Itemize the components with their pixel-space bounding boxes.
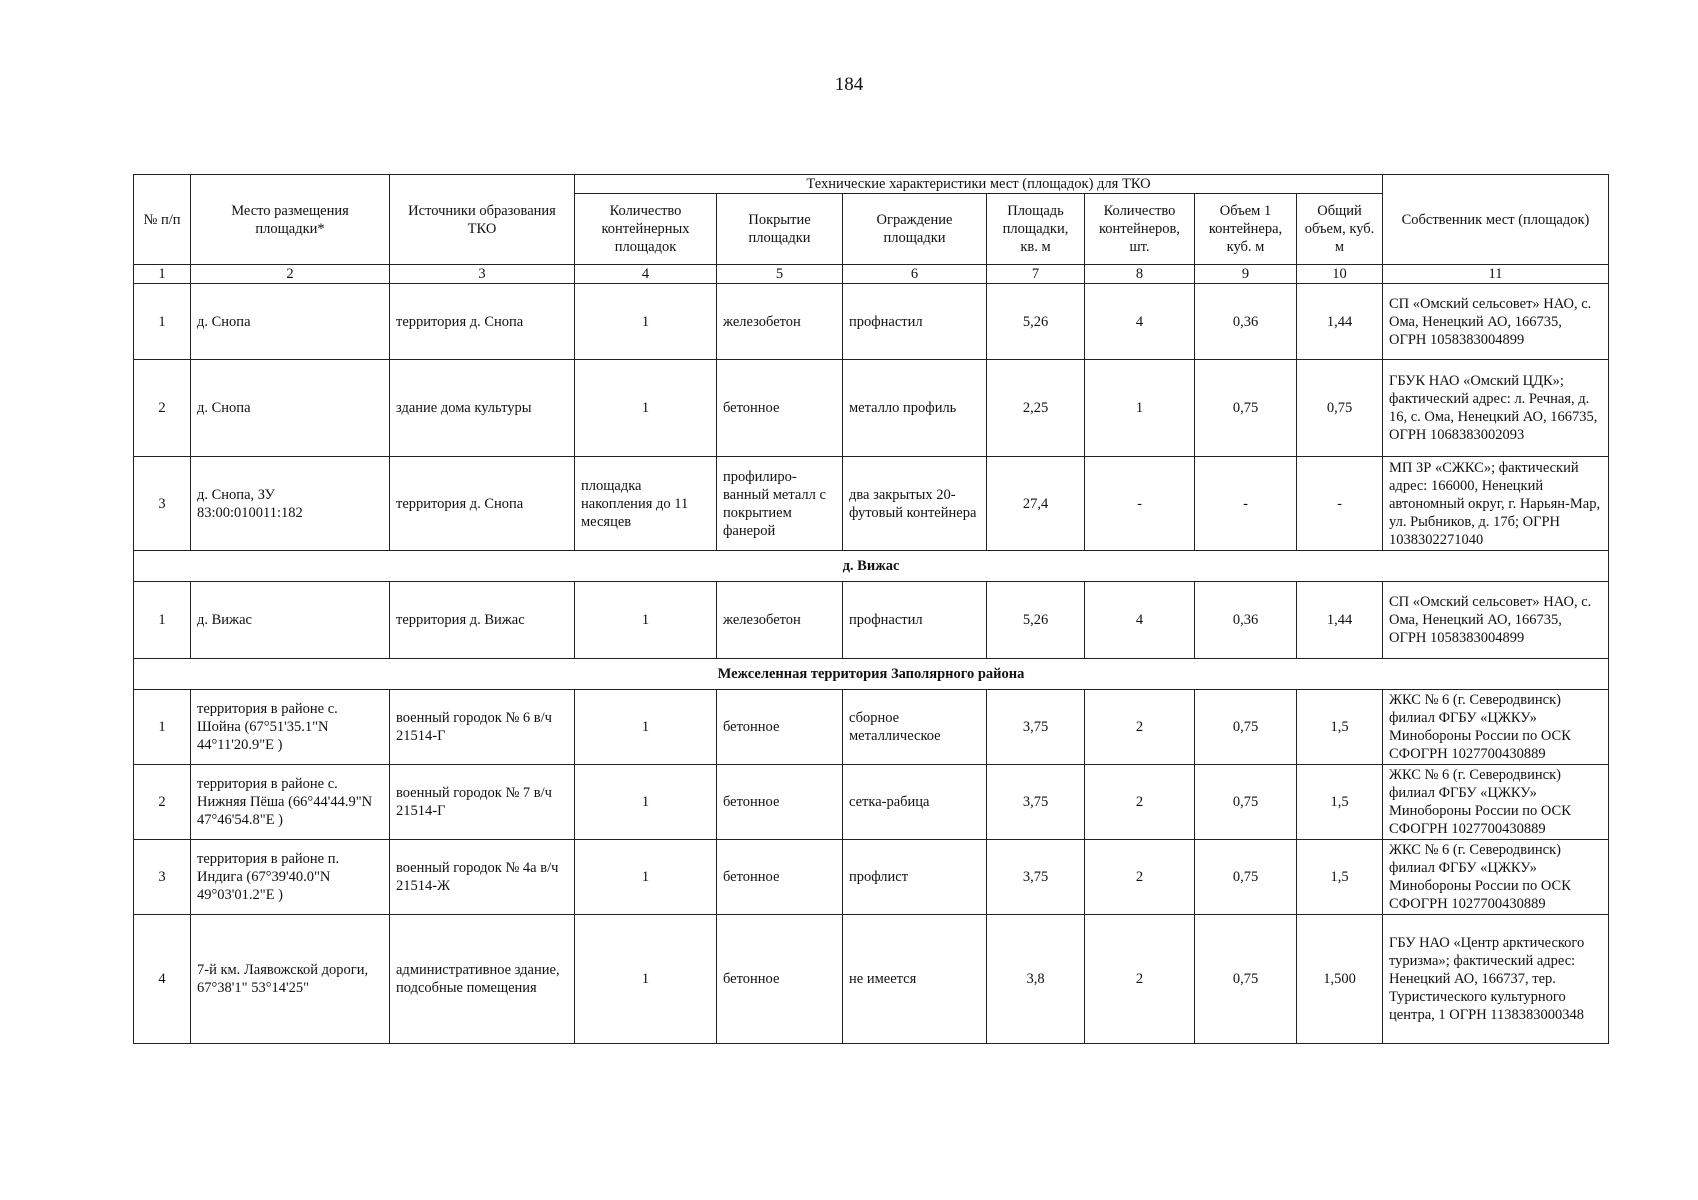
sites-cell: 1 (575, 284, 717, 360)
cover-cell: бетонное (717, 360, 843, 457)
row-number: 1 (134, 582, 191, 659)
containers-cell: 4 (1085, 582, 1195, 659)
waste-sites-table (133, 174, 1609, 1044)
area-cell: 3,75 (987, 765, 1085, 840)
total-volume-cell: 1,5 (1297, 765, 1383, 840)
volume-cell: 0,75 (1195, 765, 1297, 840)
page-number: 184 (834, 74, 864, 95)
volume-cell: 0,75 (1195, 690, 1297, 765)
header-area: Площадь площадки, кв. м (987, 194, 1085, 265)
total-volume-cell: 1,500 (1297, 915, 1383, 1044)
total-volume-cell: 1,5 (1297, 690, 1383, 765)
place-cell: территория в районе с. Шойна (67°51'35.1"N 44°11'20.9"E ) (191, 690, 390, 765)
place-cell: территория в районе с. Нижняя Пёша (66°44'44.9"N 47°46'54.8"E ) (191, 765, 390, 840)
volume-cell: 0,36 (1195, 284, 1297, 360)
column-number: 4 (575, 265, 717, 284)
row-number: 3 (134, 840, 191, 915)
section-title: д. Вижас (134, 551, 1609, 582)
table-row (134, 840, 1609, 915)
area-cell: 3,8 (987, 915, 1085, 1044)
owner-cell: ЖКС № 6 (г. Северодвинск) филиал ФГБУ «ЦЖКУ» Минобороны России по ОСК СФОГРН 1027700430889 (1383, 690, 1609, 765)
table-row (134, 284, 1609, 360)
area-cell: 2,25 (987, 360, 1085, 457)
column-number: 8 (1085, 265, 1195, 284)
owner-cell: МП ЗР «СЖКС»; фактический адрес: 166000, Ненецкий автономный округ, г. Нарьян-Мар, ул. Рыбников, д. 17б; ОГРН 1038302271040 (1383, 457, 1609, 551)
row-number: 1 (134, 284, 191, 360)
fence-cell: сборное металлическое (843, 690, 987, 765)
column-number: 6 (843, 265, 987, 284)
volume-cell: 0,75 (1195, 840, 1297, 915)
sources-cell: территория д. Снопа (390, 284, 575, 360)
row-number: 2 (134, 765, 191, 840)
sources-cell: военный городок № 7 в/ч 21514-Г (390, 765, 575, 840)
header-sites: Количество контейнерных площадок (575, 194, 717, 265)
fence-cell: два закрытых 20-футовый контейнера (843, 457, 987, 551)
owner-cell: СП «Омский сельсовет» НАО, с. Ома, Ненецкий АО, 166735, ОГРН 1058383004899 (1383, 284, 1609, 360)
header-fence: Ограждение площадки (843, 194, 987, 265)
place-cell: д. Снопа (191, 360, 390, 457)
table-row (134, 582, 1609, 659)
section-row (134, 659, 1609, 690)
column-number: 5 (717, 265, 843, 284)
column-number: 10 (1297, 265, 1383, 284)
fence-cell: профнастил (843, 582, 987, 659)
column-number: 11 (1383, 265, 1609, 284)
column-numbers-row (134, 265, 1609, 284)
area-cell: 27,4 (987, 457, 1085, 551)
owner-cell: ГБУ НАО «Центр арктического туризма»; фактический адрес: Ненецкий АО, 166737, тер. Туристического культурного центра, 1 ОГРН 1138383000348 (1383, 915, 1609, 1044)
containers-cell: 2 (1085, 690, 1195, 765)
column-number: 9 (1195, 265, 1297, 284)
column-number: 1 (134, 265, 191, 284)
cover-cell: бетонное (717, 690, 843, 765)
column-number: 3 (390, 265, 575, 284)
sources-cell: территория д. Вижас (390, 582, 575, 659)
area-cell: 3,75 (987, 690, 1085, 765)
column-number: 2 (191, 265, 390, 284)
total-volume-cell: 1,44 (1297, 582, 1383, 659)
volume-cell: - (1195, 457, 1297, 551)
sources-cell: административное здание, подсобные помещения (390, 915, 575, 1044)
cover-cell: железобетон (717, 284, 843, 360)
row-number: 3 (134, 457, 191, 551)
sources-cell: территория д. Снопа (390, 457, 575, 551)
section-title: Межселенная территория Заполярного района (134, 659, 1609, 690)
table-row (134, 690, 1609, 765)
owner-cell: СП «Омский сельсовет» НАО, с. Ома, Ненецкий АО, 166735, ОГРН 1058383004899 (1383, 582, 1609, 659)
fence-cell: металло профиль (843, 360, 987, 457)
column-number: 7 (987, 265, 1085, 284)
row-number: 4 (134, 915, 191, 1044)
fence-cell: профнастил (843, 284, 987, 360)
row-number: 1 (134, 690, 191, 765)
total-volume-cell: 1,44 (1297, 284, 1383, 360)
fence-cell: сетка-рабица (843, 765, 987, 840)
section-row (134, 551, 1609, 582)
total-volume-cell: - (1297, 457, 1383, 551)
sites-cell: 1 (575, 582, 717, 659)
sources-cell: здание дома культуры (390, 360, 575, 457)
header-owner: Собственник мест (площадок) (1383, 175, 1609, 265)
sources-cell: военный городок № 6 в/ч 21514-Г (390, 690, 575, 765)
table-row (134, 457, 1609, 551)
sites-cell: 1 (575, 915, 717, 1044)
header-cover: Покрытие площадки (717, 194, 843, 265)
cover-cell: железобетон (717, 582, 843, 659)
area-cell: 3,75 (987, 840, 1085, 915)
row-number: 2 (134, 360, 191, 457)
volume-cell: 0,75 (1195, 360, 1297, 457)
area-cell: 5,26 (987, 284, 1085, 360)
total-volume-cell: 0,75 (1297, 360, 1383, 457)
sites-cell: 1 (575, 840, 717, 915)
header-place: Место размещения площадки* (191, 175, 390, 265)
volume-cell: 0,36 (1195, 582, 1297, 659)
containers-cell: - (1085, 457, 1195, 551)
owner-cell: ГБУК НАО «Омский ЦДК»; фактический адрес: л. Речная, д. 16, с. Ома, Ненецкий АО, 166735, ОГРН 1068383002093 (1383, 360, 1609, 457)
total-volume-cell: 1,5 (1297, 840, 1383, 915)
place-cell: д. Снопа, ЗУ 83:00:010011:182 (191, 457, 390, 551)
fence-cell: профлист (843, 840, 987, 915)
cover-cell: бетонное (717, 765, 843, 840)
header-containers: Количество контейнеров, шт. (1085, 194, 1195, 265)
sites-cell: 1 (575, 690, 717, 765)
place-cell: 7-й км. Лаявожской дороги, 67°38'1" 53°14'25" (191, 915, 390, 1044)
table-row (134, 765, 1609, 840)
cover-cell: профилиро-ванный металл с покрытием фанерой (717, 457, 843, 551)
containers-cell: 1 (1085, 360, 1195, 457)
owner-cell: ЖКС № 6 (г. Северодвинск) филиал ФГБУ «ЦЖКУ» Минобороны России по ОСК СФОГРН 1027700430889 (1383, 840, 1609, 915)
place-cell: территория в районе п. Индига (67°39'40.0"N 49°03'01.2"E ) (191, 840, 390, 915)
owner-cell: ЖКС № 6 (г. Северодвинск) филиал ФГБУ «ЦЖКУ» Минобороны России по ОСК СФОГРН 1027700430889 (1383, 765, 1609, 840)
table-row (134, 915, 1609, 1044)
containers-cell: 2 (1085, 765, 1195, 840)
containers-cell: 2 (1085, 840, 1195, 915)
cover-cell: бетонное (717, 840, 843, 915)
containers-cell: 4 (1085, 284, 1195, 360)
cover-cell: бетонное (717, 915, 843, 1044)
place-cell: д. Снопа (191, 284, 390, 360)
table-row (134, 360, 1609, 457)
volume-cell: 0,75 (1195, 915, 1297, 1044)
header-sources: Источники образования ТКО (390, 175, 575, 265)
sites-cell: 1 (575, 765, 717, 840)
header-volume-total: Общий объем, куб. м (1297, 194, 1383, 265)
header-tech-group: Технические характеристики мест (площадок) для ТКО (575, 175, 1383, 194)
containers-cell: 2 (1085, 915, 1195, 1044)
sites-cell: 1 (575, 360, 717, 457)
sites-cell: площадка накопления до 11 месяцев (575, 457, 717, 551)
area-cell: 5,26 (987, 582, 1085, 659)
fence-cell: не имеется (843, 915, 987, 1044)
header-volume-one: Объем 1 контейнера, куб. м (1195, 194, 1297, 265)
sources-cell: военный городок № 4а в/ч 21514-Ж (390, 840, 575, 915)
header-num: № п/п (134, 175, 191, 265)
place-cell: д. Вижас (191, 582, 390, 659)
